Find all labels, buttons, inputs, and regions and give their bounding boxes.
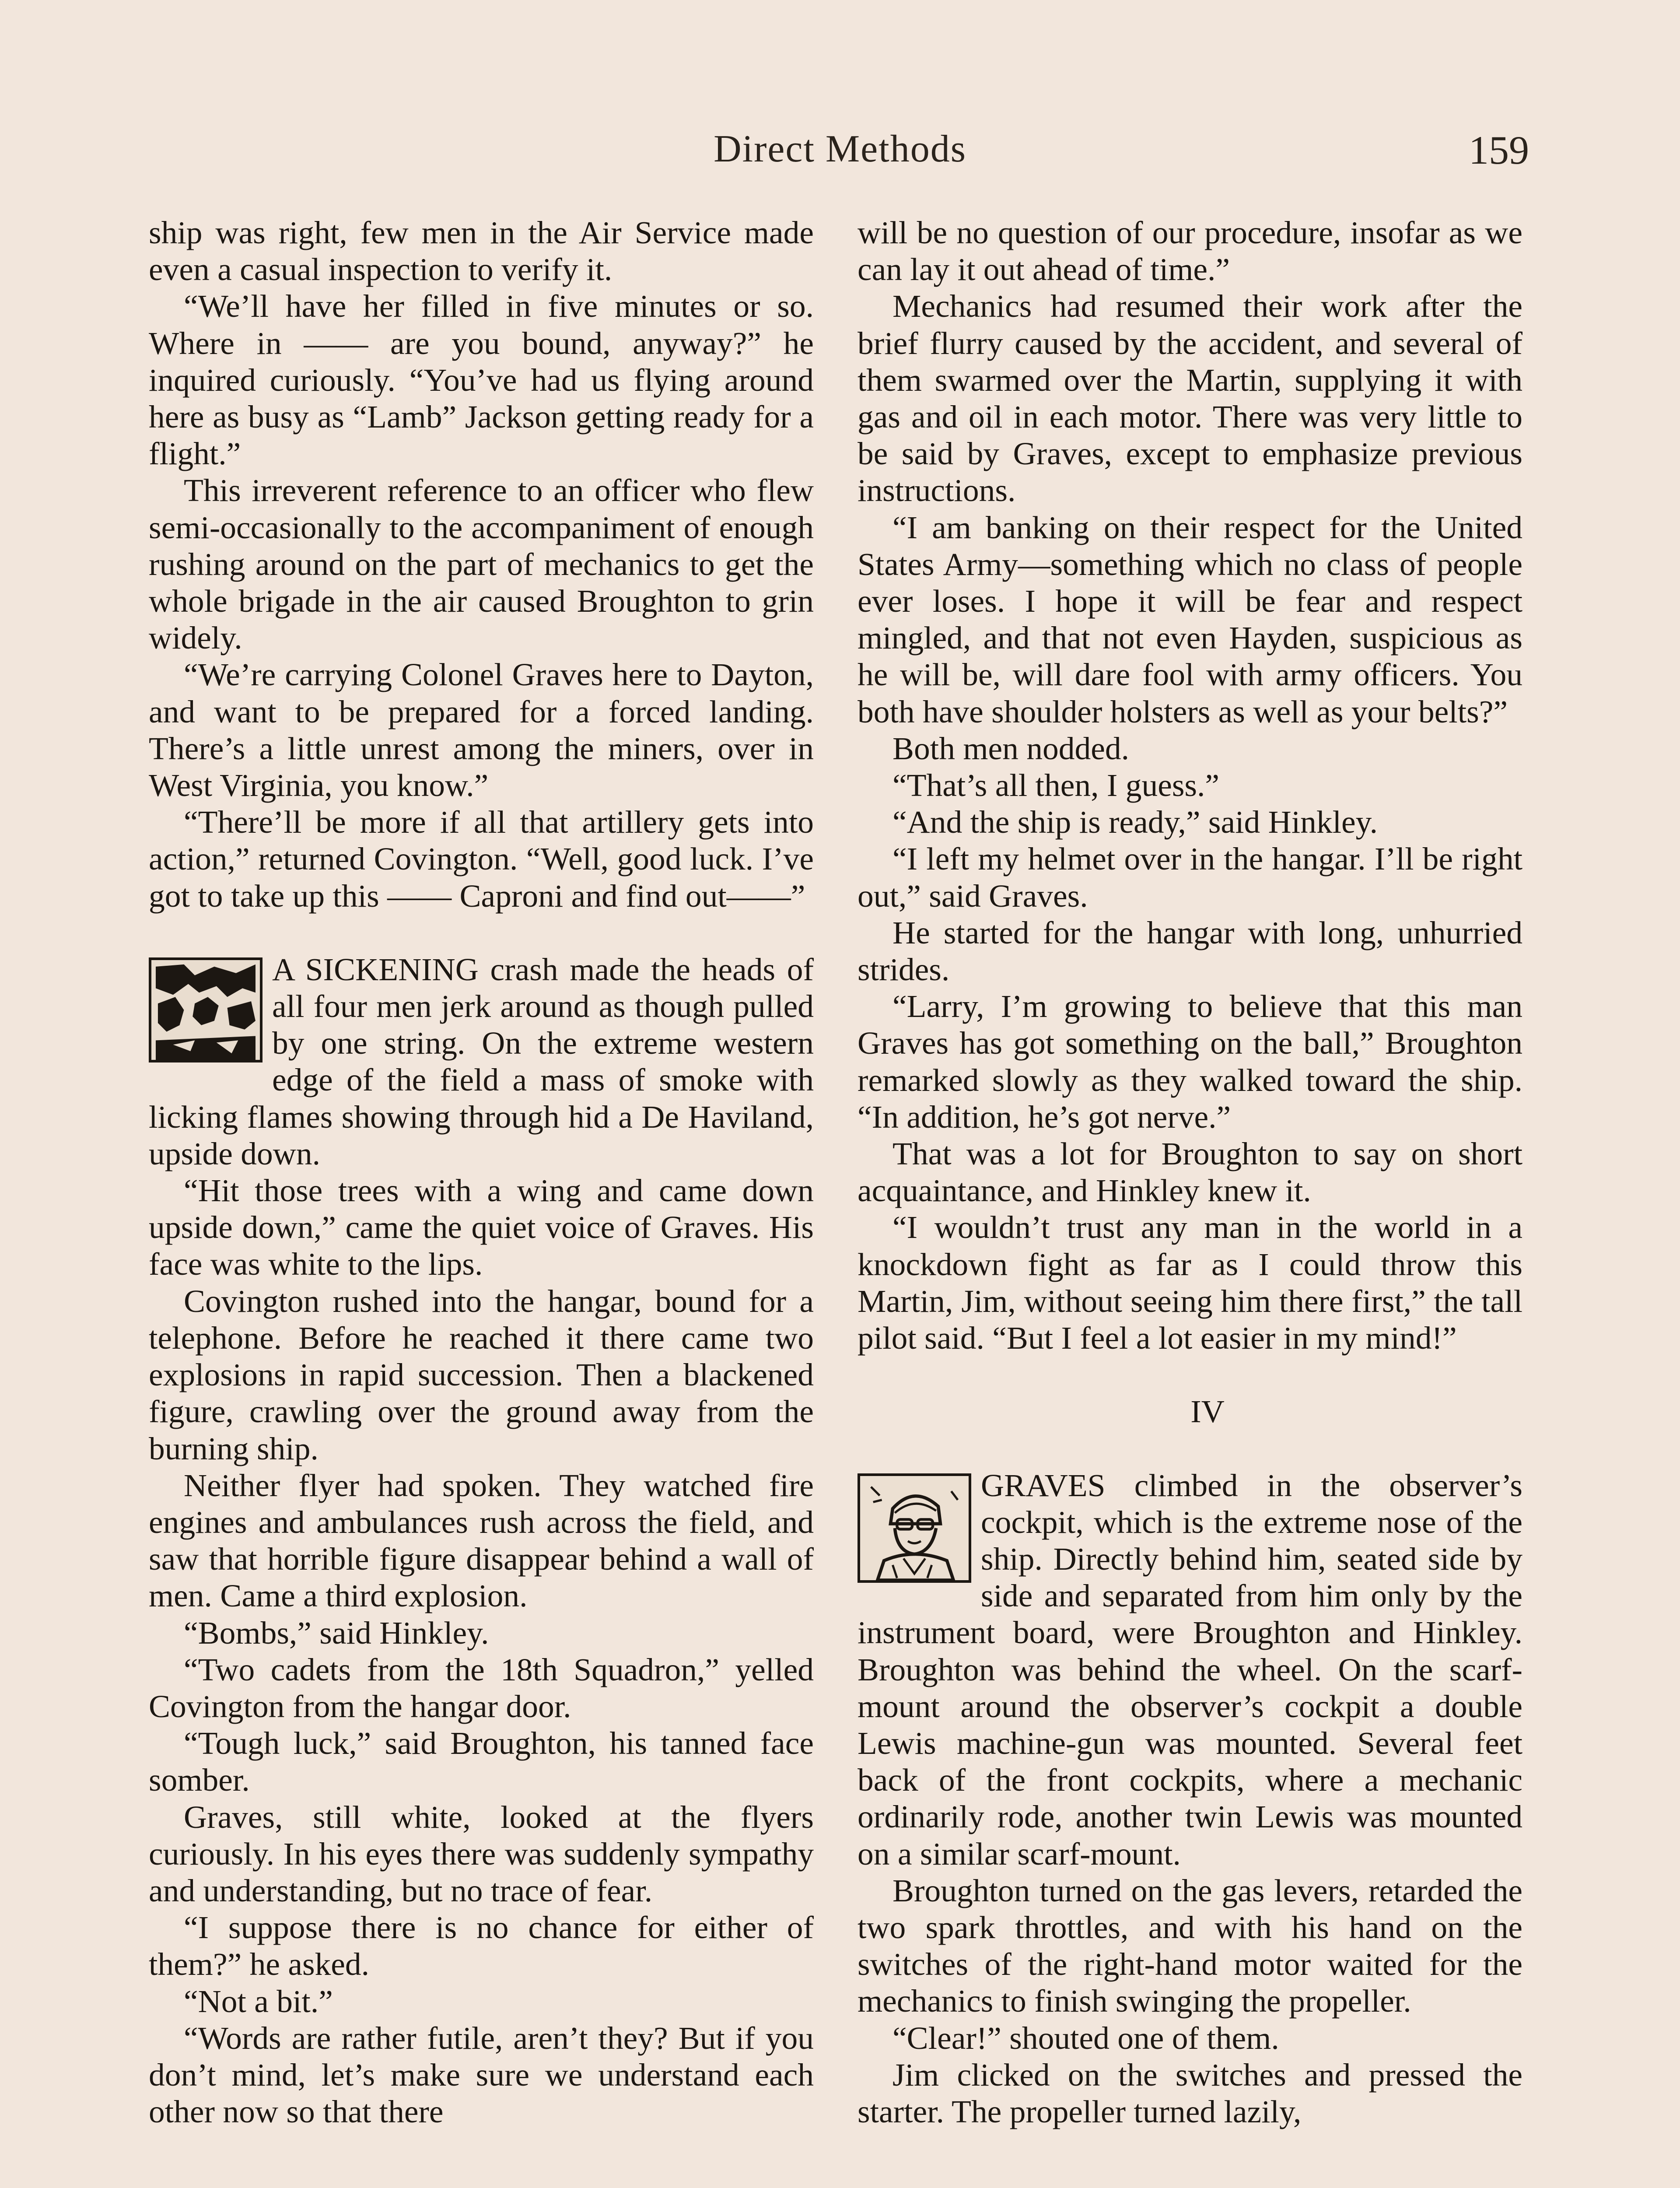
paragraph: “I am banking on their respect for the United States Army—something which no class of people ever loses. I hope it will be fear and respect mingled, and that not even Hayden, suspicious as he will be, will dare fool with army officers. You both have shoulder holsters as well as your belts?” xyxy=(858,509,1522,729)
paragraph: will be no question of our procedure, insofar as we can lay it out ahead of time.” xyxy=(858,215,1522,288)
spacer xyxy=(858,1357,1522,1393)
paragraph: “We’ll have her filled in five minutes or so. Where in —— are you bound, anyway?” he inquired curiously. “You’ve had us flying around here as busy as “Lamb” Jackson getting ready for a flight.” xyxy=(149,288,814,472)
paragraph: Jim clicked on the switches and pressed the starter. The propeller turned lazily, xyxy=(858,2057,1522,2129)
paragraph: GRAVES climbed in the observer’s cockpit, which is the extreme nose of the ship. Directly behind him, seated side by side and separated from him only by the instrument board, were Broughton and Hinkley. Broughton was behind the wheel. On the scarf-mount around the observer’s cockpit a double Lewis machine-gun was mounted. Several feet back of the front cockpits, where a mechanic ordinarily rode, another twin Lewis was mounted on a similar scarf-mount. xyxy=(858,1467,1522,1872)
paragraph: “Clear!” shouted one of them. xyxy=(892,2020,1279,2056)
woodcut-icon xyxy=(151,960,260,1060)
paragraph: Mechanics had resumed their work after the brief flurry caused by the accident, and several of them swarmed over the Martin, supplying it with gas and oil in each motor. There was very little to be said by Graves, except to emphasize previous instructions. xyxy=(858,288,1522,508)
paragraph: A SICKENING crash made the heads of all four men jerk around as though pulled by one string. On the extreme western edge of the field a mass of smoke with licking flames showing through hid a De Haviland, upside down. xyxy=(149,951,814,1171)
paragraph: “Two cadets from the 18th Squadron,” yelled Covington from the hangar door. xyxy=(149,1652,814,1724)
woodcut-dropcap-illustration xyxy=(149,957,262,1062)
paragraph: Broughton turned on the gas levers, retarded the two spark throttles, and with his hand on the switches of the right-hand motor waited for the mechanics to finish swinging the propeller. xyxy=(858,1872,1522,2019)
paragraph: “I left my helmet over in the hangar. I’ll be right out,” said Graves. xyxy=(858,841,1522,914)
paragraph: “We’re carrying Colonel Graves here to Dayton, and want to be prepared for a forced landing. There’s a little unrest among the miners, over in West Virginia, you know.” xyxy=(149,657,814,803)
paragraph: “I wouldn’t trust any man in the world in a knockdown fight as far as I could throw this Martin, Jim, without seeing him there first,” the tall pilot said. “But I feel a lot easier in my mind!” xyxy=(858,1210,1522,1356)
left-column xyxy=(149,214,814,2130)
paragraph: “There’ll be more if all that artillery gets into action,” returned Covington. “Well, good luck. I’ve got to take up this —— Caproni and find out——” xyxy=(149,804,814,914)
paragraph: Neither flyer had spoken. They watched fire engines and ambulances rush across the field, and saw that horrible figure disappear behind a wall of men. Came a third explosion. xyxy=(149,1467,814,1614)
paragraph: “Larry, I’m growing to believe that this man Graves has got something on the ball,” Broughton remarked slowly as they walked toward the ship. “In addition, he’s got nerve.” xyxy=(858,989,1522,1135)
page-header xyxy=(151,127,1529,184)
right-column xyxy=(858,214,1522,2130)
paragraph: ship was right, few men in the Air Service made even a casual inspection to verify it. xyxy=(149,215,814,288)
paragraph: “Bombs,” said Hinkley. xyxy=(184,1615,489,1651)
paragraph: “That’s all then, I guess.” xyxy=(892,768,1220,803)
paragraph: “Words are rather futile, aren’t they? But if you don’t mind, let’s make sure we understand each other now so that there xyxy=(149,2020,814,2130)
spacer xyxy=(858,1431,1522,1467)
paragraph: “Not a bit.” xyxy=(184,1983,333,2019)
paragraph: Covington rushed into the hangar, bound for a telephone. Before he reached it there came two explosions in rapid succession. Then a blackened figure, crawling over the ground away from the burning ship. xyxy=(149,1283,814,1466)
paragraph: That was a lot for Broughton to say on short acquaintance, and Hinkley knew it. xyxy=(858,1136,1522,1209)
paragraph: He started for the hangar with long, unhurried strides. xyxy=(858,915,1522,988)
section-break xyxy=(149,915,814,951)
paragraph: This irreverent reference to an officer who flew semi-occasionally to the accompaniment of enough rushing around on the part of mechanics to get the whole brigade in the air caused Broughton to grin widely. xyxy=(149,473,814,656)
paragraph: Both men nodded. xyxy=(892,730,1129,766)
paragraph: “Tough luck,” said Broughton, his tanned face somber. xyxy=(149,1725,814,1798)
paragraph: “Hit those trees with a wing and came down upside down,” came the quiet voice of Graves. His face was white to the lips. xyxy=(149,1173,814,1282)
page-number: 159 xyxy=(1469,128,1529,172)
running-title: Direct Methods xyxy=(714,128,966,170)
section-heading: IV xyxy=(1190,1394,1225,1430)
paragraph: Graves, still white, looked at the flyers curiously. In his eyes there was suddenly sympathy and understanding, but no trace of fear. xyxy=(149,1799,814,1908)
paragraph: “I suppose there is no chance for either of them?” he asked. xyxy=(149,1910,814,1982)
paragraph: “And the ship is ready,” said Hinkley. xyxy=(892,804,1378,840)
aviator-portrait-dropcap xyxy=(858,1473,971,1583)
aviator-portrait-icon xyxy=(860,1476,969,1580)
